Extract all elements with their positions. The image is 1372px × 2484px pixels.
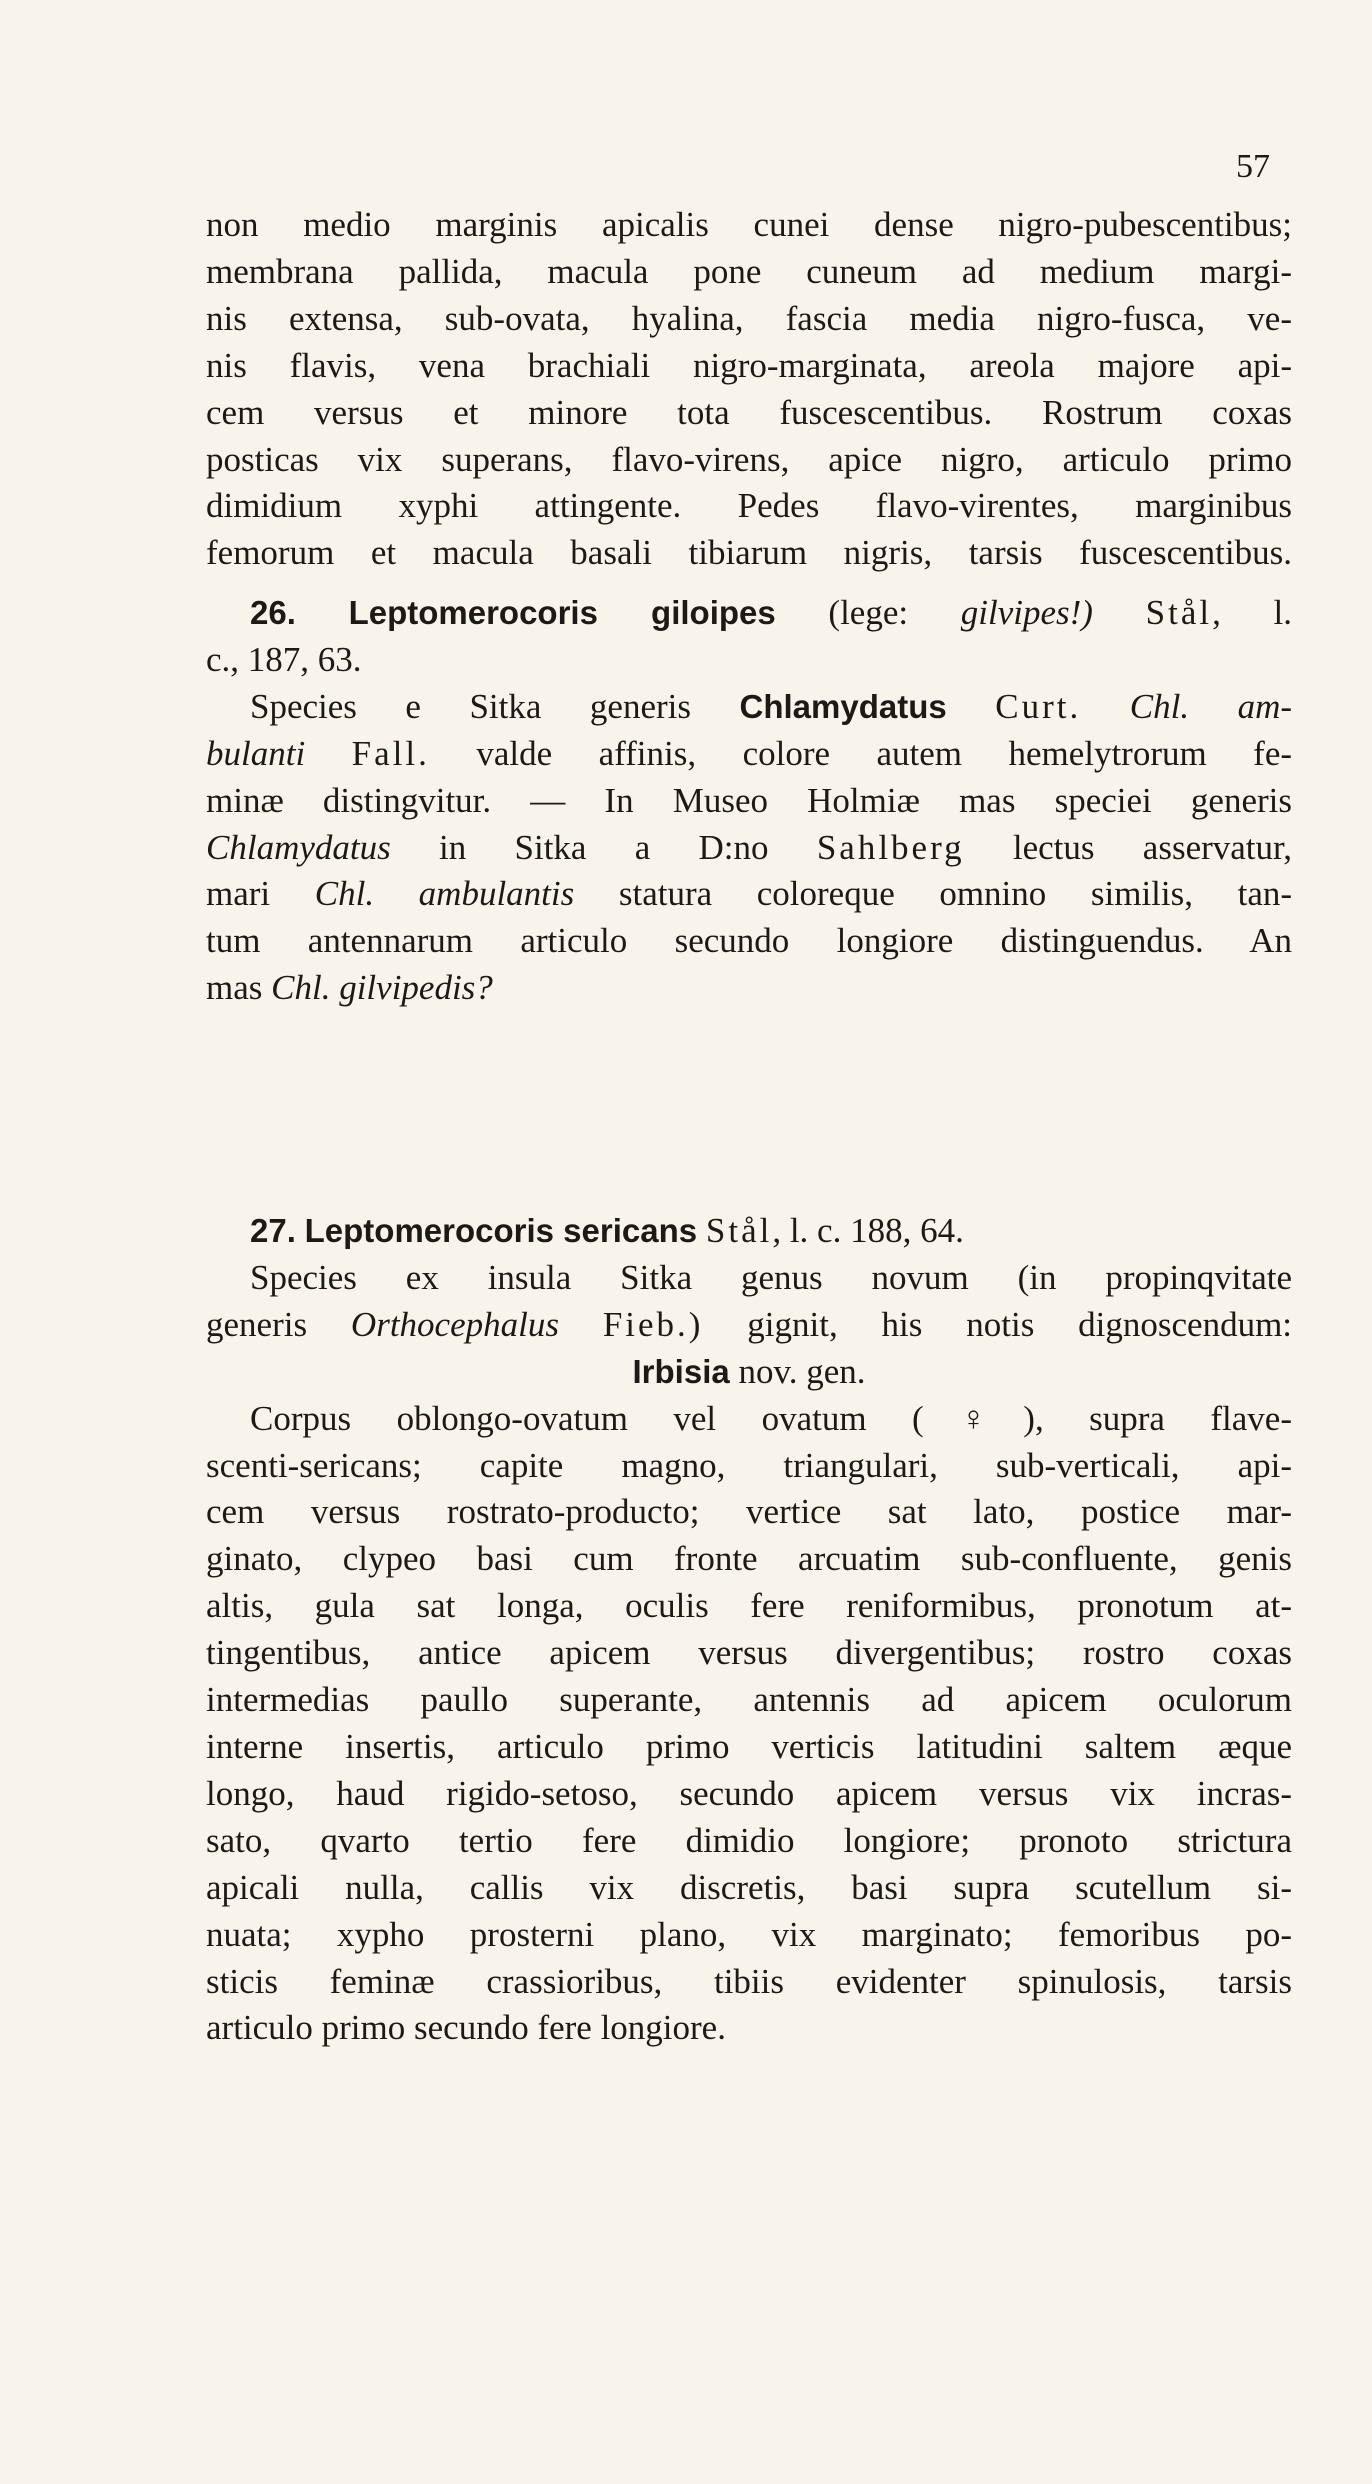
new-genus-heading <box>206 1349 1292 1396</box>
text-line <box>206 871 1292 918</box>
author-name: Fieb.) <box>602 1304 704 1344</box>
text-line: nis flavis, vena brachiali nigro-marginata, areola majore api- <box>206 345 1292 385</box>
note-prefix: (lege: <box>828 593 961 632</box>
paragraph-continuation <box>206 202 1292 577</box>
text-line: nis extensa, sub-ovata, hyalina, fascia media nigro-fusca, ve- <box>206 298 1292 338</box>
species-name: Chl. gilvipedis? <box>271 968 493 1008</box>
entry-number: 26. <box>250 594 296 631</box>
text-span: lectus asservatur, <box>1012 827 1293 867</box>
text-span: statura coloreque omnino similis, tan- <box>618 874 1293 914</box>
text-span: generis <box>206 1304 308 1344</box>
text-span: nov. gen. <box>738 1351 866 1391</box>
text-line <box>206 965 1292 1012</box>
text-line <box>206 825 1292 872</box>
author-name: Sahlberg <box>816 827 965 867</box>
text-span: valde affinis, colore autem hemelytrorum fe- <box>476 733 1293 773</box>
text-line: intermedias paullo superante, antennis ad apicem oculorum <box>206 1680 1292 1720</box>
text-span: mari <box>206 874 271 914</box>
note-italic: gilvipes!) <box>960 593 1093 632</box>
species-name: bulanti <box>206 733 306 773</box>
author-name: Fall. <box>351 733 430 773</box>
text-line <box>206 1302 1292 1349</box>
author-name: Stål <box>1145 593 1213 632</box>
text-line: sato, qvarto tertio fere dimidio longiore; pronoto strictura <box>206 1820 1292 1860</box>
genus-name: Irbisia <box>632 1352 730 1390</box>
text-line: membrana pallida, macula pone cuneum ad medium margi- <box>206 251 1292 291</box>
author-name: Curt. <box>995 686 1082 726</box>
text-line: Species ex insula Sitka genus novum (in propinqvitate <box>250 1257 1292 1297</box>
entry-26 <box>206 590 1292 1012</box>
entry-27 <box>206 1208 1292 2052</box>
text-line: apicali nulla, callis vix discretis, basi supra scutellum si- <box>206 1867 1292 1907</box>
text-line: interne insertis, articulo primo verticis latitudini saltem æque <box>206 1726 1292 1766</box>
text-line: femorum et macula basali tibiarum nigris, tarsis fuscescentibus. <box>206 533 1292 573</box>
text-line: minæ distingvitur. — In Museo Holmiæ mas speciei generis <box>206 780 1292 820</box>
text-line: sticis feminæ crassioribus, tibiis evidenter spinulosis, tarsis <box>206 1961 1292 2001</box>
text-line: altis, gula sat longa, oculis fere reniformibus, pronotum at- <box>206 1586 1292 1626</box>
text-line: non medio marginis apicalis cunei dense nigro-pubescentibus; <box>206 205 1292 244</box>
text-line: ginato, clypeo basi cum fronte arcuatim sub-confluente, genis <box>206 1539 1292 1579</box>
entry-number: 27. <box>250 1212 296 1249</box>
genus-name: Orthocephalus <box>350 1304 559 1344</box>
text-line: posticas vix superans, flavo-virens, apice nigro, articulo primo <box>206 439 1292 479</box>
entry-26-heading <box>206 590 1292 637</box>
text-line: dimidium xyphi attingente. Pedes flavo-virentes, marginibus <box>206 486 1292 526</box>
reference: , l. <box>1212 593 1293 632</box>
text-line <box>206 684 1292 731</box>
genus-name: Chlamydatus <box>739 687 947 725</box>
species-name: Chl. am- <box>1129 686 1293 726</box>
text-line: tingentibus, antice apicem versus divergentibus; rostro coxas <box>206 1633 1292 1673</box>
reference-continuation: c., 187, 63. <box>206 639 362 679</box>
genus-name: Chlamydatus <box>206 827 391 867</box>
text-line: Corpus oblongo-ovatum vel ovatum (♀), supra flave- <box>250 1398 1292 1438</box>
text-line: cem versus rostrato-producto; vertice sat lato, postice mar- <box>206 1492 1292 1532</box>
species-name: Chl. ambulantis <box>314 874 575 914</box>
text-line <box>206 731 1292 778</box>
text-span: gignit, his notis dignoscendum: <box>747 1304 1293 1344</box>
reference: , l. c. 188, 64. <box>772 1211 964 1250</box>
text-span: in Sitka a D:no <box>439 827 769 867</box>
author-name: Stål <box>705 1211 773 1250</box>
text-line: articulo primo secundo fere longiore. <box>206 2008 726 2048</box>
text-span: Species e Sitka generis <box>250 686 691 726</box>
text-line: nuata; xypho prosterni plano, vix marginato; femoribus po- <box>206 1914 1292 1954</box>
text-line: longo, haud rigido-setoso, secundo apicem versus vix incras- <box>206 1773 1292 1813</box>
entry-27-heading <box>206 1208 1292 1255</box>
page-number: 57 <box>1236 148 1270 185</box>
text-line: tum antennarum articulo secundo longiore distinguendus. An <box>206 921 1292 961</box>
species-name: Leptomerocoris giloipes <box>348 594 776 631</box>
text-line: scenti-sericans; capite magno, triangulari, sub-verticali, api- <box>206 1445 1292 1485</box>
text-span: mas <box>206 968 263 1008</box>
text-line: cem versus et minore tota fuscescentibus. Rostrum coxas <box>206 392 1292 432</box>
species-name: Leptomerocoris sericans <box>304 1212 698 1249</box>
